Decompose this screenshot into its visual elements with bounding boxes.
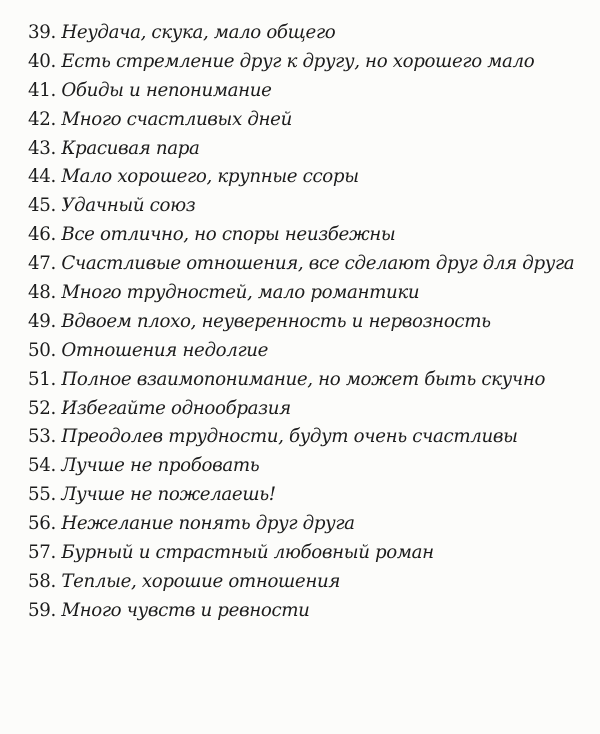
item-number: 49.	[28, 310, 56, 332]
item-number: 51.	[28, 368, 56, 390]
item-number: 54.	[28, 455, 56, 477]
compatibility-list	[28, 19, 593, 626]
list-item	[28, 163, 593, 192]
item-text: Все отлично, но споры неизбежны	[61, 224, 396, 246]
item-text: Бурный и страстный любовный роман	[61, 542, 434, 564]
item-text: Лучше не пожелаешь!	[61, 484, 276, 506]
list-item	[28, 221, 593, 250]
list-item	[28, 597, 593, 626]
list-item	[28, 77, 593, 106]
list-item	[28, 510, 593, 539]
item-text: Нежелание понять друг друга	[61, 513, 355, 535]
item-text: Теплые, хорошие отношения	[61, 570, 341, 592]
item-text: Много чувств и ревности	[61, 599, 310, 621]
list-item	[28, 366, 593, 395]
item-number: 52.	[28, 397, 56, 419]
list-item	[28, 308, 593, 337]
item-text: Много счастливых дней	[61, 108, 292, 130]
item-text: Счастливые отношения, все сделают друг для друга	[61, 253, 575, 275]
item-text: Мало хорошего, крупные ссоры	[61, 166, 359, 188]
item-text: Лучше не пробовать	[61, 455, 260, 477]
list-item	[28, 135, 593, 164]
item-text: Удачный союз	[61, 195, 196, 217]
item-number: 58.	[28, 570, 56, 592]
item-number: 43.	[28, 137, 56, 159]
item-text: Красивая пара	[61, 137, 200, 159]
item-number: 40.	[28, 50, 56, 72]
list-item	[28, 106, 593, 135]
item-number: 45.	[28, 195, 56, 217]
list-item	[28, 452, 593, 481]
item-number: 46.	[28, 224, 56, 246]
list-item	[28, 423, 593, 452]
list-item	[28, 192, 593, 221]
item-number: 55.	[28, 484, 56, 506]
item-number: 53.	[28, 426, 56, 448]
item-number: 47.	[28, 253, 56, 275]
item-text: Есть стремление друг к другу, но хорошего мало	[61, 50, 535, 72]
list-item	[28, 250, 593, 279]
list-item	[28, 395, 593, 424]
item-number: 59.	[28, 599, 56, 621]
item-text: Избегайте однообразия	[61, 397, 291, 419]
list-item	[28, 48, 593, 77]
item-number: 56.	[28, 513, 56, 535]
item-number: 42.	[28, 108, 56, 130]
item-text: Вдвоем плохо, неуверенность и нервозность	[61, 310, 491, 332]
item-number: 50.	[28, 339, 56, 361]
item-number: 44.	[28, 166, 56, 188]
item-text: Много трудностей, мало романтики	[61, 282, 420, 304]
item-number: 39.	[28, 22, 56, 43]
item-text: Обиды и непонимание	[61, 79, 272, 101]
item-number: 48.	[28, 282, 56, 304]
item-text: Неудача, скука, мало общего	[61, 22, 336, 43]
item-text: Преодолев трудности, будут очень счастливы	[61, 426, 518, 448]
list-item	[28, 279, 593, 308]
item-number: 41.	[28, 79, 56, 101]
item-text: Отношения недолгие	[61, 339, 269, 361]
list-item	[28, 19, 593, 48]
list-item	[28, 568, 593, 597]
item-text: Полное взаимопонимание, но может быть скучно	[61, 368, 546, 390]
list-item	[28, 481, 593, 510]
item-number: 57.	[28, 542, 56, 564]
list-item	[28, 539, 593, 568]
list-item	[28, 337, 593, 366]
